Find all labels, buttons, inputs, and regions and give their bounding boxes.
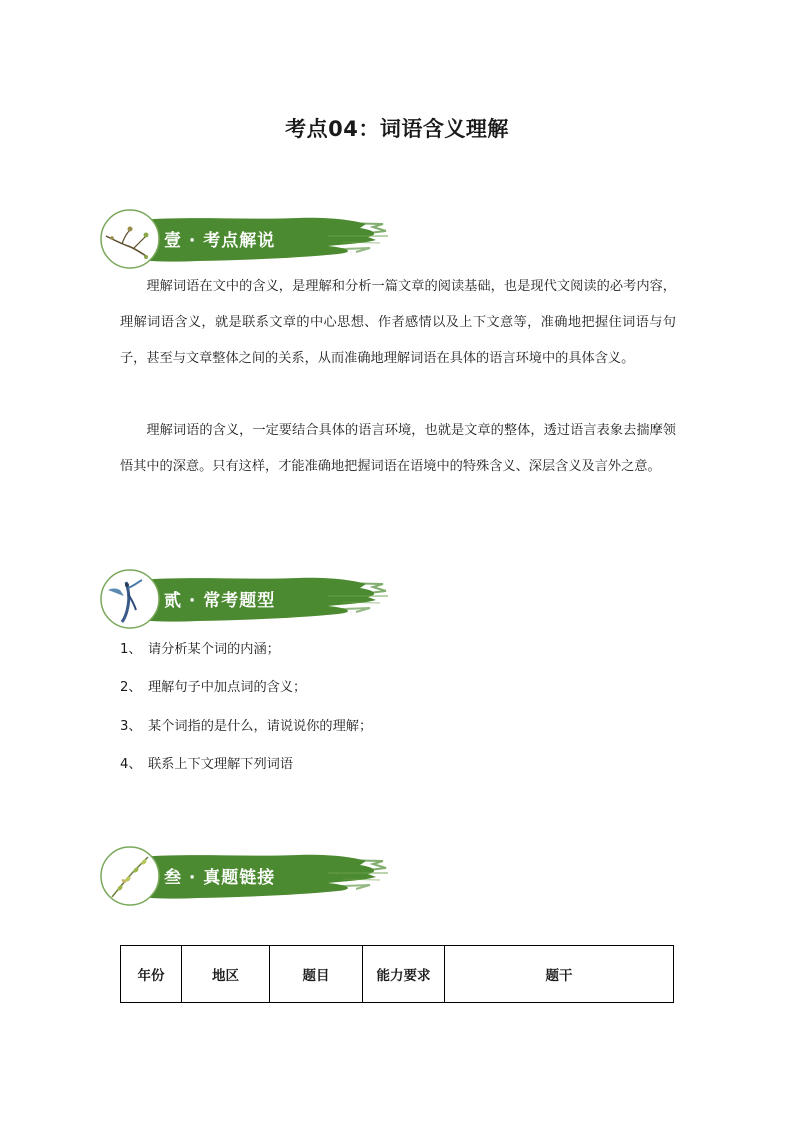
- list-text: 理解句子中加点词的含义；: [148, 680, 307, 695]
- section-title: 贰 · 常考题型: [164, 591, 276, 611]
- exam-table: [120, 945, 674, 1003]
- paragraph: 理解词语在文中的含义，是理解和分析一篇文章的阅读基础，也是现代文阅读的必考内容，理解词语含义，就是联系文章的中心思想、作者感情以及上下文意等，准确地把握住词语与句子，甚至与文章整体之间的关系，从而准确地理解词语在具体的语言环境中的具体含义。: [120, 279, 676, 366]
- paragraph: 理解词语的含义，一定要结合具体的语言环境，也就是文章的整体，透过语言表象去揣摩领悟其中的深意。只有这样，才能准确地把握词语在语境中的特殊含义、深层含义及言外之意。: [120, 423, 676, 474]
- section-title: 叁 · 真题链接: [164, 868, 276, 888]
- section-header-1: [98, 206, 388, 272]
- column-header: 年份: [121, 946, 182, 1003]
- section-header-3: [98, 843, 388, 909]
- list-text: 请分析某个词的内涵；: [148, 642, 280, 657]
- list-number: 2、: [120, 680, 142, 695]
- section-title: 壹 · 考点解说: [164, 231, 276, 251]
- list-item: [120, 638, 280, 657]
- list-item: [120, 676, 306, 695]
- list-number: 3、: [120, 719, 142, 734]
- list-number: 4、: [120, 757, 142, 772]
- table-header-row: [121, 946, 674, 1003]
- list-text: 某个词指的是什么，请说说你的理解；: [148, 719, 373, 734]
- list-text: 联系上下文理解下列词语: [148, 757, 294, 772]
- list-item: [120, 715, 372, 734]
- section-header-2: [98, 566, 388, 632]
- column-header: 能力要求: [363, 946, 445, 1003]
- column-header: 题目: [270, 946, 363, 1003]
- column-header: 题干: [445, 946, 674, 1003]
- column-header: 地区: [182, 946, 270, 1003]
- page-title: 考点04：词语含义理解: [285, 117, 509, 141]
- list-item: [120, 753, 293, 772]
- list-number: 1、: [120, 642, 142, 657]
